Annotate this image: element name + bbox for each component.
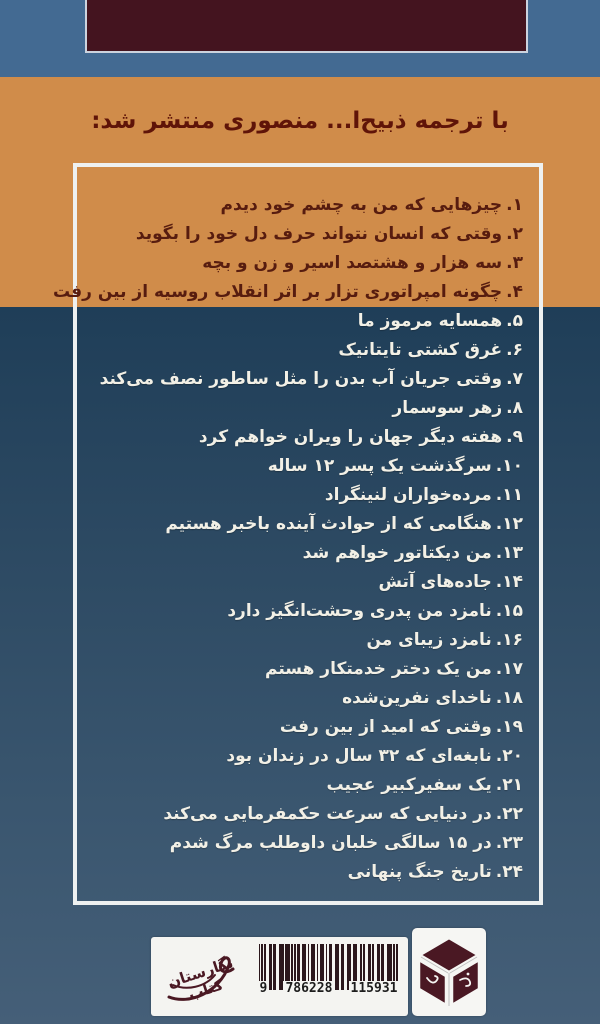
publisher-calligraphy-logo — [151, 937, 249, 1016]
item-number: ۲۳. — [495, 833, 523, 853]
book-cube-icon — [416, 932, 482, 1012]
item-title: نامزد زیبای من — [366, 630, 492, 650]
item-title: جاده‌های آتش — [378, 572, 492, 592]
item-title: در دنیایی که سرعت حکمفرمایی می‌کند — [163, 804, 492, 824]
item-title: من یک دختر خدمتکار هستم — [265, 659, 492, 679]
list-item — [85, 365, 523, 394]
item-title: چیزهایی که من به چشم خود دیدم — [220, 195, 503, 215]
item-number: ۳. — [506, 253, 523, 273]
list-item — [85, 510, 523, 539]
item-title: وقتی جریان آب بدن را مثل ساطور نصف می‌کند — [99, 369, 503, 389]
book-list — [53, 167, 539, 887]
item-number: ۱۹. — [495, 717, 523, 737]
item-number: ۱۴. — [495, 572, 523, 592]
item-title: وقتی که امید از بین رفت — [279, 717, 492, 737]
item-title: نابغه‌ای که ۳۲ سال در زندان بود — [226, 746, 492, 766]
item-number: ۶. — [506, 340, 523, 360]
item-number: ۱۵. — [495, 601, 523, 621]
list-item — [85, 597, 523, 626]
item-title: چگونه امپراتوری تزار بر اثر انقلاب روسیه از بین رفت — [53, 282, 503, 302]
list-item — [85, 800, 523, 829]
item-title: هنگامی که از حوادث آینده باخبر هستیم — [165, 514, 492, 534]
item-title: زهر سوسمار — [392, 398, 503, 418]
item-title: غرق کشتی تایتانیک — [338, 340, 503, 360]
item-number: ۹. — [506, 427, 523, 447]
list-item — [85, 307, 523, 336]
list-item — [85, 742, 523, 771]
barcode-digits — [258, 981, 400, 996]
item-title: همسایه مرموز ما — [357, 311, 503, 331]
barcode-digit-left: 9 — [259, 981, 268, 996]
item-title: مرده‌خواران لنینگراد — [324, 485, 492, 505]
item-number: ۱۶. — [495, 630, 523, 650]
front-cover-peek — [85, 0, 528, 53]
publisher-name: نگارستان کتاب — [165, 953, 236, 1004]
barcode-panel — [151, 937, 408, 1016]
list-item — [85, 829, 523, 858]
list-item — [85, 539, 523, 568]
item-number: ۲۴. — [495, 862, 523, 882]
list-item — [85, 655, 523, 684]
list-item — [85, 191, 523, 220]
list-item — [85, 423, 523, 452]
list-item — [85, 568, 523, 597]
list-item — [85, 249, 523, 278]
list-item — [85, 713, 523, 742]
book-list-panel — [53, 163, 543, 905]
item-number: ۵. — [506, 311, 523, 331]
list-item — [85, 858, 523, 887]
barcode — [249, 937, 408, 1016]
item-number: ۱۰. — [495, 456, 523, 476]
list-item — [85, 684, 523, 713]
item-title: یک سفیرکبیر عجیب — [326, 775, 492, 795]
item-number: ۲. — [506, 224, 523, 244]
list-item — [85, 452, 523, 481]
list-item — [85, 336, 523, 365]
item-title: وقتی که انسان نتواند حرف دل خود را بگوید — [135, 224, 503, 244]
item-title: سه هزار و هشتصد اسیر و زن و بچه — [202, 253, 503, 273]
item-number: ۱۷. — [495, 659, 523, 679]
item-number: ۱۸. — [495, 688, 523, 708]
item-title: هفته دیگر جهان را ویران خواهم کرد — [198, 427, 503, 447]
item-number: ۱۱. — [495, 485, 523, 505]
item-number: ۷. — [506, 369, 523, 389]
item-title: سرگذشت یک پسر ۱۲ ساله — [267, 456, 492, 476]
list-item — [85, 481, 523, 510]
barcode-digit-mid: 786228 — [285, 981, 333, 996]
item-number: ۲۰. — [495, 746, 523, 766]
item-number: ۲۲. — [495, 804, 523, 824]
item-title: نامزد من پدری وحشت‌انگیز دارد — [227, 601, 492, 621]
item-number: ۱۲. — [495, 514, 523, 534]
list-item — [53, 278, 523, 307]
list-item — [85, 626, 523, 655]
list-item — [85, 394, 523, 423]
item-number: ۸. — [506, 398, 523, 418]
item-number: ۱۳. — [495, 543, 523, 563]
item-title: تاریخ جنگ پنهانی — [347, 862, 492, 882]
item-number: ۱. — [506, 195, 523, 215]
publisher-cube-logo — [412, 928, 486, 1016]
announcement-title: با ترجمه ذبیح‌ا... منصوری منتشر شد: — [91, 108, 509, 134]
item-title: در ۱۵ سالگی خلبان داوطلب مرگ شدم — [169, 833, 492, 853]
item-title: من دیکتاتور خواهم شد — [302, 543, 492, 563]
list-item — [85, 220, 523, 249]
item-number: ۲۱. — [495, 775, 523, 795]
item-title: ناخدای نفرین‌شده — [342, 688, 492, 708]
list-item — [85, 771, 523, 800]
barcode-digit-right: 115931 — [350, 981, 398, 996]
item-number: ۴. — [506, 282, 523, 302]
